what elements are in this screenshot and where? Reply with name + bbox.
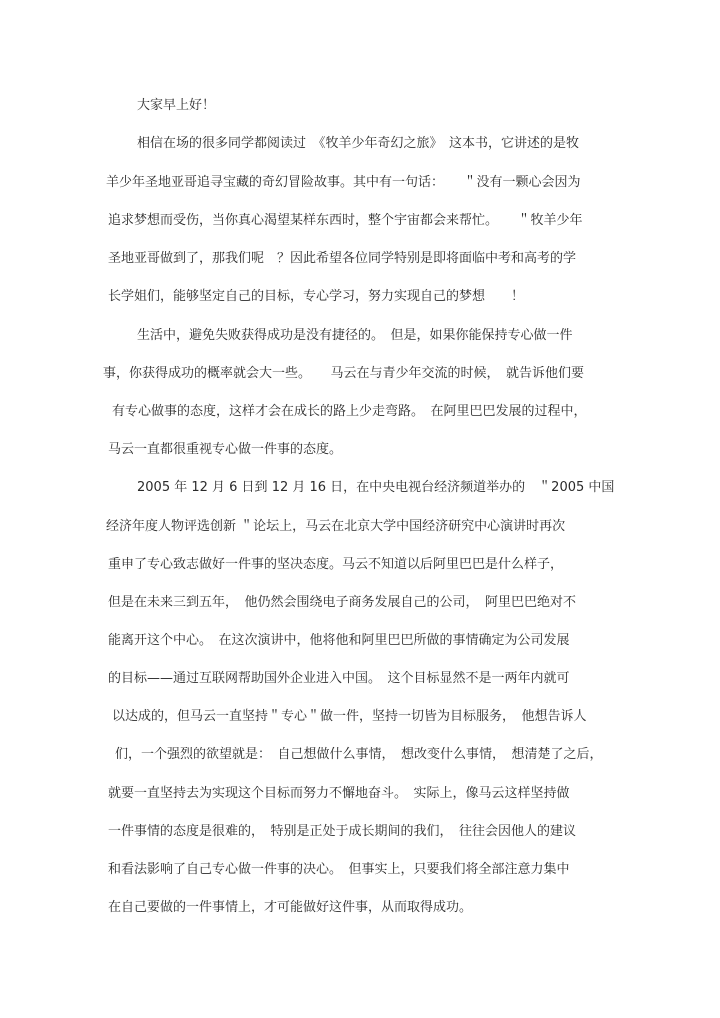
paragraph-line: 在自己要做的一件事情上，才可能做好这件事，从而取得成功。 — [108, 900, 473, 915]
paragraph-line: 有专心做事的态度，这样才会在成长的路上少走弯路。 在阿里巴巴发展的过程中， — [112, 404, 587, 419]
paragraph-line: 圣地亚哥做到了，那我们呢 ？因此希望各位同学特别是即将面临中考和高考的学 — [108, 251, 577, 266]
paragraph-line: 一件事情的态度是很难的， 特别是正处于成长期间的我们， 往往会因他人的建议 — [108, 824, 577, 839]
paragraph-line: 经济年度人物评选创新 ＂论坛上，马云在北京大学中国经济研究中心演讲时再次 — [106, 519, 566, 534]
paragraph-line: 但是在未来三到五年， 他仍然会围绕电子商务发展自己的公司， 阿里巴巴绝对不 — [108, 595, 577, 610]
paragraph-line: 2005 年 12 月 6 日到 12 月 16 日，在中央电视台经济频道举办的 ＂2005 中国 — [137, 480, 615, 495]
paragraph-line: 马云一直都很重视专心做一件事的态度。 — [108, 442, 343, 457]
paragraph-line: 生活中，避免失败获得成功是没有捷径的。 但是，如果你能保持专心做一件 — [137, 328, 573, 343]
paragraph-line: 就要一直坚持去为实现这个目标而努力不懈地奋斗。 实际上，像马云这样坚持做 — [108, 786, 570, 801]
paragraph-line: 追求梦想而受伤，当你真心渴望某样东西时，整个宇宙都会来帮忙。 ＂牧羊少年 — [108, 213, 583, 228]
paragraph-line: 们，一个强烈的欲望就是： 自己想做什么事情， 想改变什么事情， 想清楚了之后， — [115, 747, 603, 762]
paragraph-line: 相信在场的很多同学都阅读过 《牧羊少年奇幻之旅》 这本书，它讲述的是牧 — [137, 136, 580, 151]
paragraph-line: 长学姐们，能够坚定自己的目标，专心学习，努力实现自己的梦想 ！ — [108, 289, 525, 304]
paragraph-line: 能离开这个中心。 在这次演讲中，他将他和阿里巴巴所做的事情确定为公司发展 — [108, 633, 570, 648]
greeting-line: 大家早上好！ — [137, 98, 216, 113]
paragraph-line: 事，你获得成功的概率就会大一些。 马云在与青少年交流的时候， 就告诉他们要 — [103, 366, 585, 381]
paragraph-line: 和看法影响了自己专心做一件事的决心。 但事实上，只要我们将全部注意力集中 — [108, 862, 570, 877]
paragraph-line: 的目标——通过互联网帮助国外企业进入中国。 这个目标显然不是一两年内就可 — [108, 671, 570, 686]
paragraph-line: 以达成的，但马云一直坚持＂专心＂做一件，坚持一切皆为目标服务， 他想告诉人 — [112, 709, 587, 724]
paragraph-line: 羊少年圣地亚哥追寻宝藏的奇幻冒险故事。其中有一句话： ＂没有一颗心会因为 — [106, 175, 581, 190]
paragraph-line: 重申了专心致志做好一件事的坚决态度。马云不知道以后阿里巴巴是什么样子， — [108, 557, 564, 572]
